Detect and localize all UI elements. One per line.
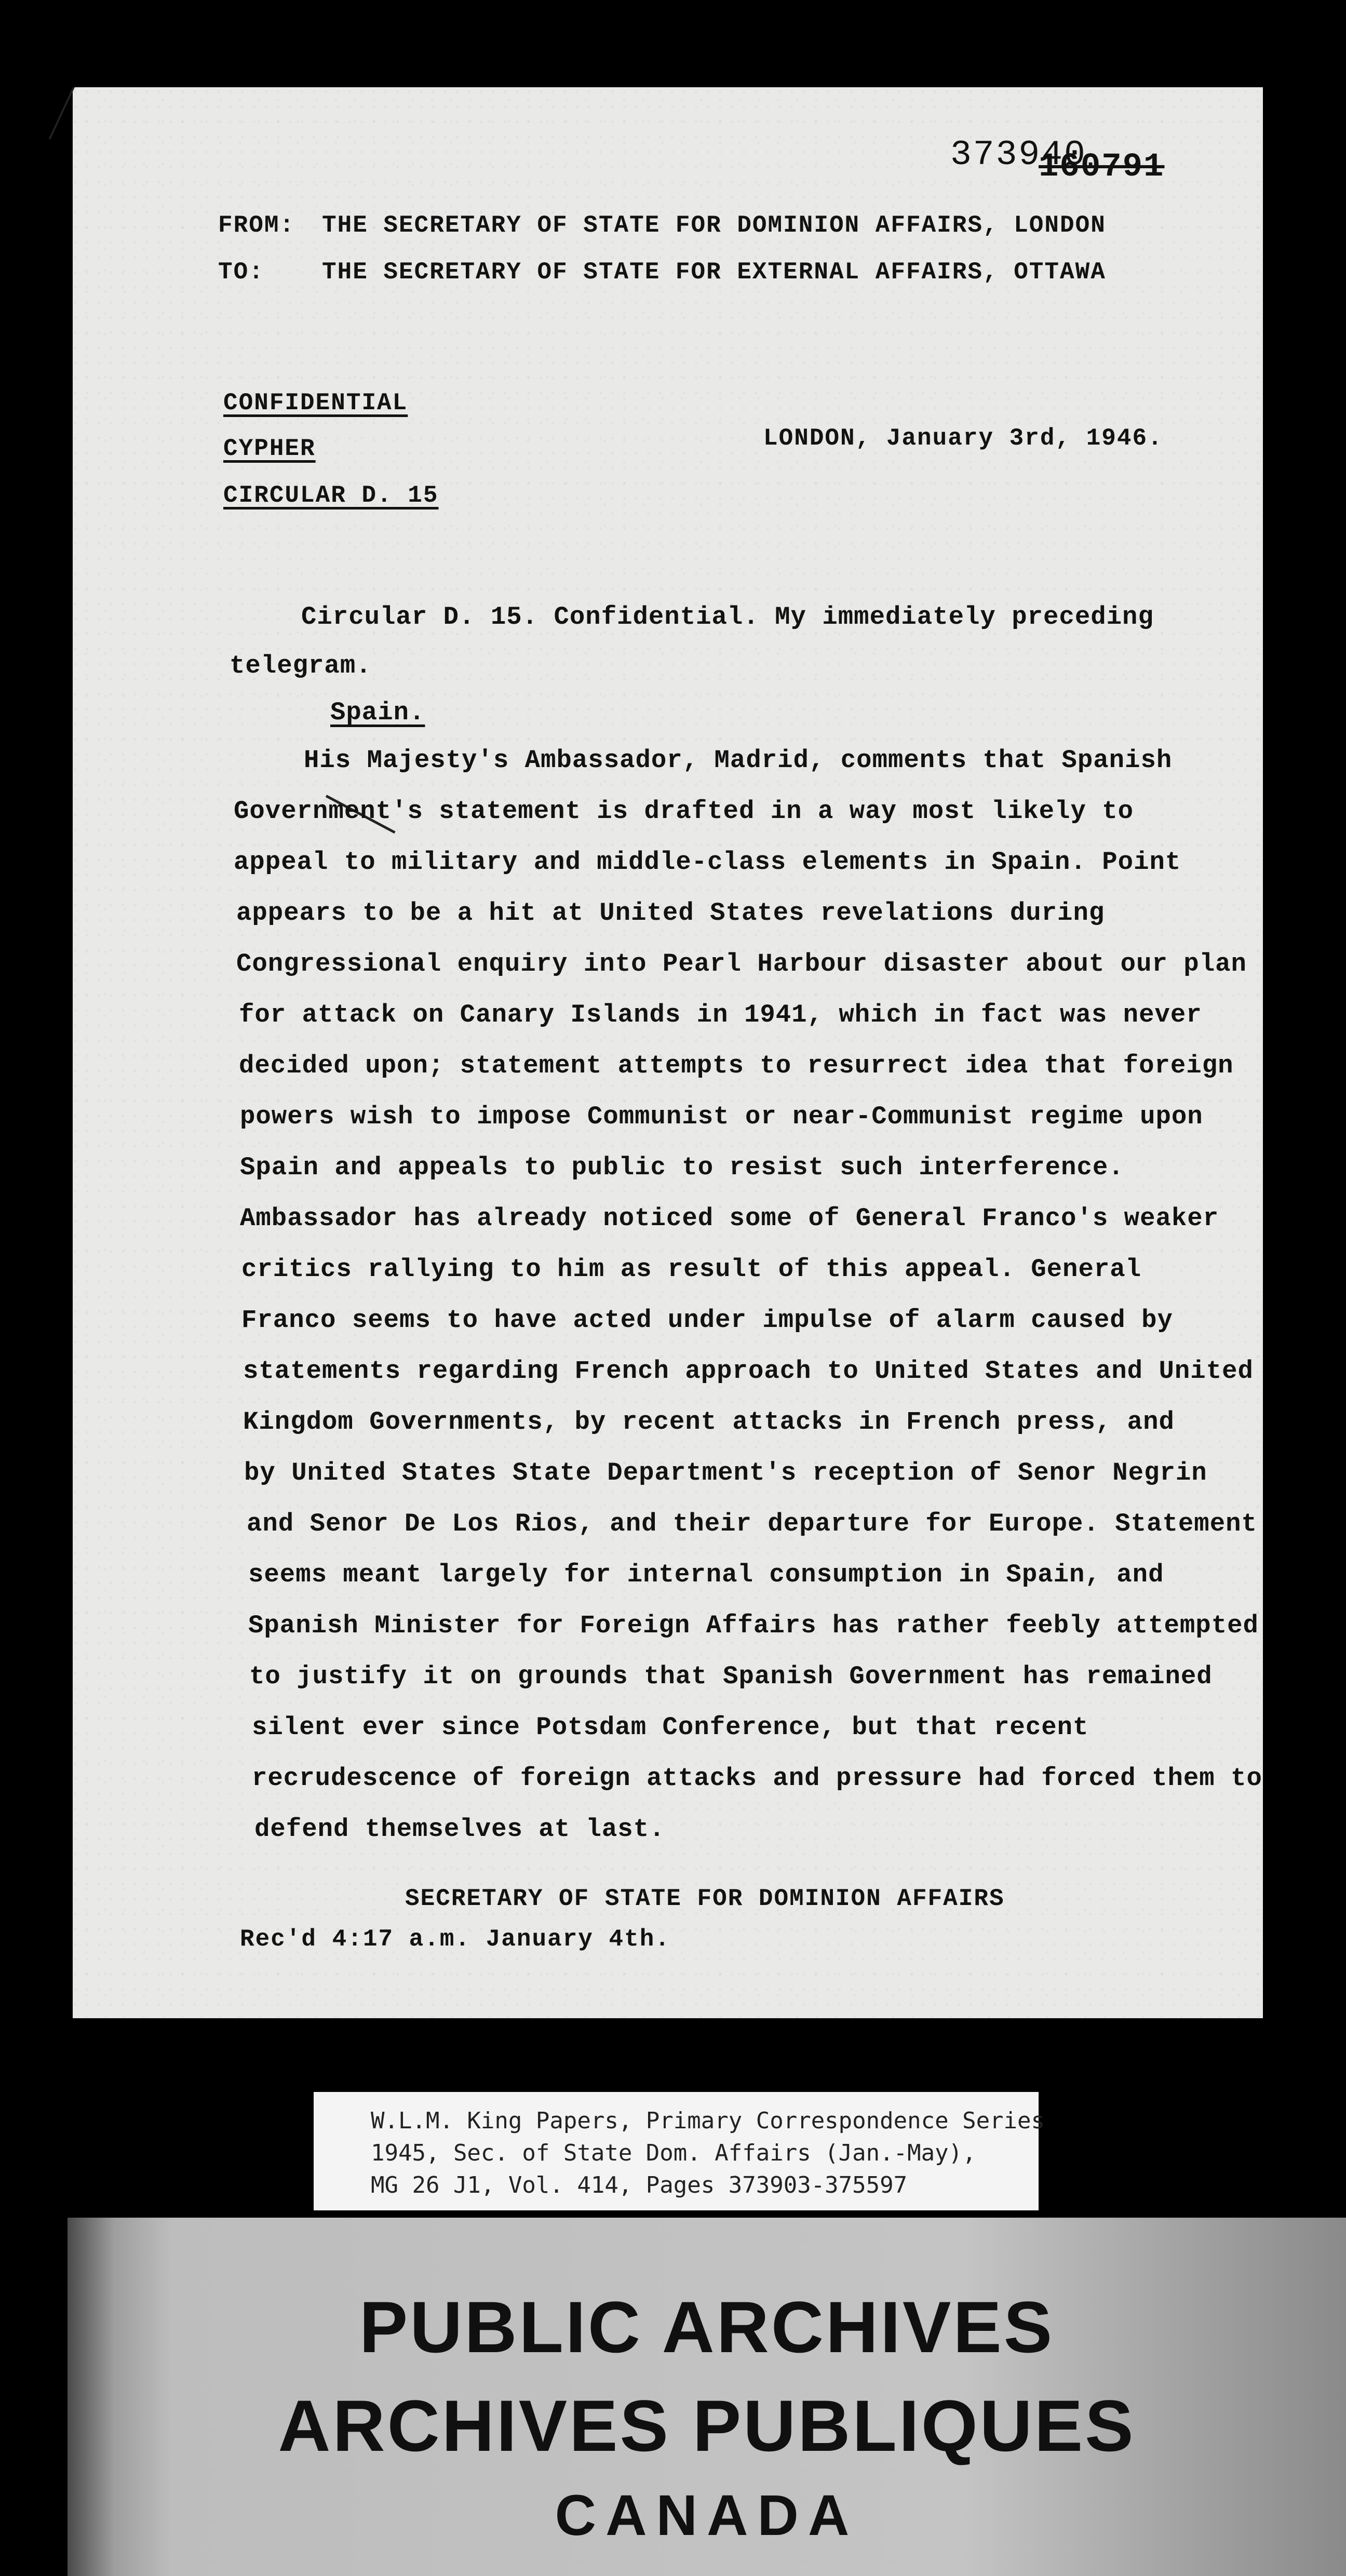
body-line: Circular D. 15. Confidential. My immediately preceding [301, 602, 1154, 632]
struck-reference-number: 160791 [1039, 149, 1165, 186]
banner-line-french: ARCHIVES PUBLIQUES [278, 2385, 1136, 2466]
from-text: THE SECRETARY OF STATE FOR DOMINION AFFAIRS, LONDON [322, 212, 1106, 239]
to-label: TO: [218, 259, 264, 286]
received-note: Rec'd 4:17 a.m. January 4th. [240, 1926, 670, 1953]
body-line: Franco seems to have acted under impulse of alarm caused by [241, 1306, 1173, 1335]
body-line: seems meant largely for internal consumption in Spain, and [248, 1560, 1164, 1589]
place-date: LONDON, January 3rd, 1946. [763, 425, 1163, 452]
body-line: Ambassador has already noticed some of General Franco's weaker [240, 1204, 1219, 1233]
signature: SECRETARY OF STATE FOR DOMINION AFFAIRS [405, 1885, 1005, 1912]
archive-label-line: MG 26 J1, Vol. 414, Pages 373903-375597 [371, 2172, 908, 2198]
body-line: defend themselves at last. [254, 1815, 665, 1844]
body-line: silent ever since Potsdam Conference, but that recent [252, 1713, 1089, 1742]
body-line: Government's statement is drafted in a way most likely to [234, 797, 1134, 826]
body-line: statements regarding French approach to United States and United [243, 1357, 1254, 1386]
body-line: powers wish to impose Communist or near-Communist regime upon [240, 1102, 1203, 1131]
body-line: Spanish Minister for Foreign Affairs has rather feebly attempted [248, 1611, 1259, 1640]
body-line: Congressional enquiry into Pearl Harbour disaster about our plan [236, 949, 1247, 978]
body-line: recrudescence of foreign attacks and pressure had forced them to [252, 1764, 1262, 1793]
body-line: appears to be a hit at United States revelations during [236, 898, 1105, 928]
public-archives-banner [68, 2218, 1346, 2576]
body-line: critics rallying to him as result of this appeal. General [241, 1255, 1142, 1284]
body-line: by United States State Department's reception of Senor Negrin [244, 1458, 1207, 1487]
body-line: Kingdom Governments, by recent attacks in French press, and [243, 1407, 1175, 1437]
archive-label-line: W.L.M. King Papers, Primary Correspondence Series [371, 2108, 1045, 2134]
body-line: telegram. [230, 651, 372, 680]
classification: CONFIDENTIAL [223, 390, 408, 417]
body-line: appeal to military and middle-class elements in Spain. Point [234, 848, 1181, 877]
corner-fold-mark [48, 87, 106, 139]
banner-line-canada: CANADA [555, 2484, 859, 2547]
body-line: to justify it on grounds that Spanish Government has remained [249, 1662, 1213, 1691]
body-line: His Majesty's Ambassador, Madrid, comments that Spanish [304, 746, 1173, 775]
archive-label-line: 1945, Sec. of State Dom. Affairs (Jan.-May), [371, 2140, 976, 2166]
body-line: Spain and appeals to public to resist such interference. [240, 1153, 1124, 1182]
body-line: decided upon; statement attempts to resurrect idea that foreign [239, 1051, 1234, 1080]
body-line: and Senor De Los Rios, and their departure for Europe. Statement [247, 1509, 1257, 1538]
reference-number: 373940 [950, 135, 1087, 175]
section-heading-spain: Spain. [330, 698, 425, 727]
archive-reference-label [314, 2092, 1045, 2210]
from-label: FROM: [218, 212, 295, 239]
banner-line-english: PUBLIC ARCHIVES [359, 2286, 1055, 2368]
to-text: THE SECRETARY OF STATE FOR EXTERNAL AFFAIRS, OTTAWA [322, 259, 1106, 286]
circular-reference: CIRCULAR D. 15 [223, 482, 439, 509]
telegram-document [73, 87, 1263, 2018]
transmission-mode: CYPHER [223, 435, 316, 462]
body-line: for attack on Canary Islands in 1941, which in fact was never [239, 1000, 1202, 1029]
